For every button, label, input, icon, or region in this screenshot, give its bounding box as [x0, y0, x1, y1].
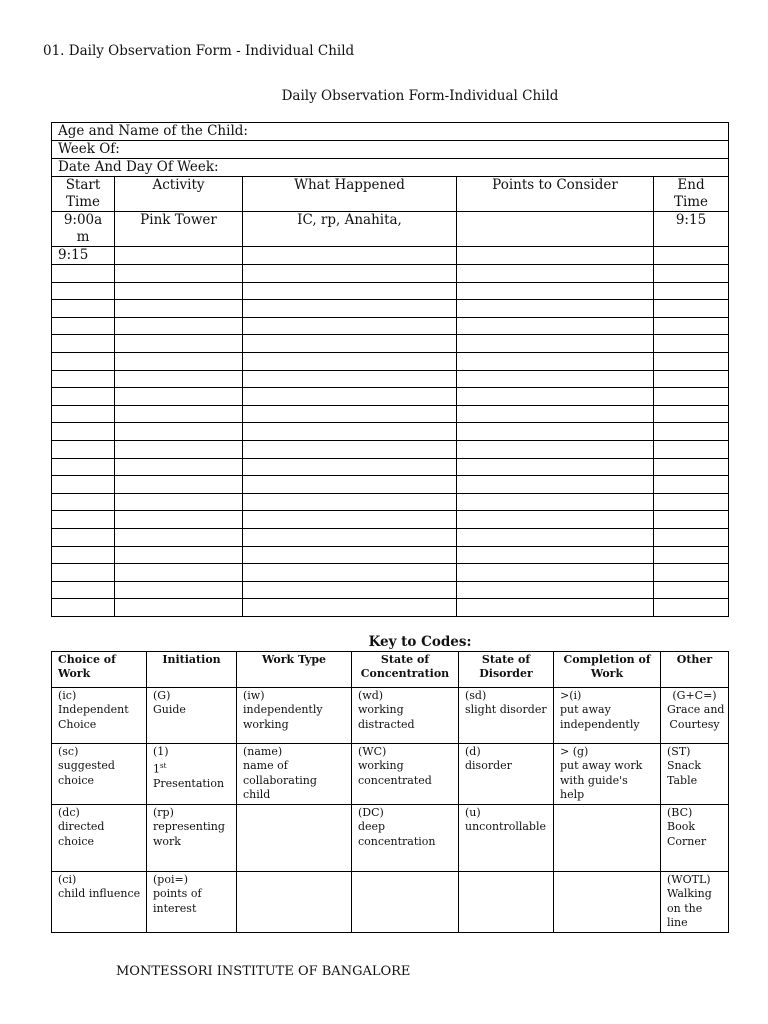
empty-cell	[457, 546, 654, 564]
code-text: (G)	[153, 689, 171, 702]
empty-cell	[457, 388, 654, 406]
empty-cell	[457, 317, 654, 335]
code-text: suggested	[58, 759, 115, 773]
key-cell-work-type	[237, 805, 352, 872]
empty-cell	[243, 528, 457, 546]
key-header-state-of-concentration: State of Concentration	[352, 652, 459, 688]
code-text: (rp)	[153, 806, 174, 820]
empty-observation-row	[52, 388, 729, 406]
empty-cell	[115, 564, 243, 582]
key-cell-state-of-concentration	[352, 744, 459, 805]
key-cell-initiation	[147, 744, 237, 805]
empty-cell	[654, 352, 729, 370]
empty-cell	[52, 458, 115, 476]
form-title: Daily Observation Form-Individual Child	[281, 88, 559, 104]
empty-cell	[115, 511, 243, 529]
empty-cell	[115, 352, 243, 370]
code-text: collaborating	[243, 773, 317, 787]
code-text: (WC)	[358, 745, 387, 758]
empty-cell	[654, 317, 729, 335]
key-header-row	[52, 652, 729, 688]
empty-cell	[52, 335, 115, 353]
empty-cell	[52, 581, 115, 599]
code-text: (u)	[465, 806, 481, 820]
empty-cell	[654, 476, 729, 494]
empty-cell	[654, 405, 729, 423]
key-row	[52, 688, 729, 744]
empty-cell	[115, 581, 243, 599]
empty-cell	[115, 476, 243, 494]
empty-observation-row	[52, 440, 729, 458]
code-text: (poi=)	[153, 873, 188, 887]
empty-cell	[457, 440, 654, 458]
empty-cell	[115, 388, 243, 406]
key-header-other: Other	[661, 652, 729, 688]
empty-cell	[52, 265, 115, 283]
date-day-field: Date And Day Of Week:	[52, 159, 729, 177]
key-cell-other	[661, 744, 729, 805]
empty-cell	[243, 335, 457, 353]
what-happened-header: What Happened	[243, 177, 457, 212]
empty-cell	[115, 599, 243, 617]
empty-cell	[52, 423, 115, 441]
points-header: Points to Consider	[457, 177, 654, 212]
empty-cell	[457, 493, 654, 511]
code-text: deep	[358, 820, 386, 834]
empty-cell	[457, 423, 654, 441]
empty-cell	[52, 546, 115, 564]
entry-end-time: 9:15	[654, 212, 729, 247]
code-text: (d)	[465, 745, 481, 758]
empty-cell	[52, 388, 115, 406]
empty-observation-row	[52, 405, 729, 423]
code-text: (ic)	[58, 689, 77, 702]
empty-observation-row	[52, 370, 729, 388]
code-text: (ci)	[58, 873, 77, 887]
code-text: (name)	[243, 745, 283, 758]
entry-activity: Pink Tower	[115, 212, 243, 247]
code-text: choice	[58, 773, 95, 787]
empty-cell	[243, 476, 457, 494]
next-start-time: 9:15	[52, 247, 115, 265]
empty-observation-row	[52, 564, 729, 582]
code-text: Corner	[667, 834, 707, 848]
empty-cell	[654, 282, 729, 300]
code-text: working	[358, 759, 404, 773]
empty-observation-row	[52, 493, 729, 511]
key-header-state-of-disorder: State of Disorder	[459, 652, 554, 688]
empty-cell	[243, 352, 457, 370]
empty-cell	[115, 405, 243, 423]
code-text: directed	[58, 820, 105, 834]
code-text: (DC)	[358, 806, 384, 820]
empty-cell	[243, 511, 457, 529]
empty-cell	[52, 476, 115, 494]
empty-cell	[654, 511, 729, 529]
empty-cell	[115, 317, 243, 335]
document-header: 01. Daily Observation Form - Individual Child	[43, 43, 355, 59]
key-header-choice-of-work: Choice of Work	[52, 652, 147, 688]
empty-observation-row	[52, 476, 729, 494]
start-time-header: Start Time	[52, 177, 115, 212]
code-text: Guide	[153, 703, 186, 717]
code-text: (wd)	[358, 689, 384, 702]
key-cell-work-type	[237, 744, 352, 805]
empty-cell	[654, 423, 729, 441]
code-text: Walking	[667, 887, 712, 901]
key-row	[52, 805, 729, 872]
code-text: (1)	[153, 745, 169, 758]
key-cell-state-of-concentration	[352, 805, 459, 872]
code-text: Courtesy	[669, 717, 720, 731]
empty-cell	[654, 265, 729, 283]
key-cell-state-of-concentration	[352, 688, 459, 744]
empty-cell	[654, 564, 729, 582]
empty-cell	[115, 440, 243, 458]
empty-cell	[457, 599, 654, 617]
code-text: with guide's	[560, 773, 628, 787]
column-header-row	[52, 177, 729, 212]
age-name-field: Age and Name of the Child:	[52, 123, 729, 141]
key-cell-other	[661, 805, 729, 872]
code-text: (ST)	[667, 745, 691, 758]
key-cell-completion-of-work	[554, 872, 661, 933]
activity-header: Activity	[115, 177, 243, 212]
empty-cell	[52, 511, 115, 529]
code-text: name of	[243, 759, 288, 773]
code-text: representing	[153, 820, 225, 834]
code-text: Snack	[667, 759, 702, 773]
key-title: Key to Codes:	[368, 634, 472, 650]
empty-cell	[115, 335, 243, 353]
empty-observation-row	[52, 528, 729, 546]
empty-cell	[115, 458, 243, 476]
key-cell-work-type	[237, 688, 352, 744]
empty-observation-row	[52, 335, 729, 353]
empty-cell	[52, 282, 115, 300]
empty-cell	[457, 458, 654, 476]
footer-institute: MONTESSORI INSTITUTE OF BANGALORE	[116, 964, 411, 979]
empty-cell	[654, 546, 729, 564]
empty-cell	[457, 300, 654, 318]
empty-cell	[654, 300, 729, 318]
code-text: Book	[667, 820, 695, 834]
key-cell-other	[661, 688, 729, 744]
code-text: help	[560, 787, 585, 801]
key-header-initiation: Initiation	[147, 652, 237, 688]
empty-cell	[243, 370, 457, 388]
code-text: (sc)	[58, 745, 79, 758]
code-text: Table	[667, 773, 698, 787]
code-text: (G+C=)	[672, 689, 717, 702]
empty-cell	[243, 265, 457, 283]
empty-cell	[243, 546, 457, 564]
empty-cell	[52, 564, 115, 582]
empty-cell	[115, 300, 243, 318]
empty-cell	[457, 476, 654, 494]
code-text: independently	[243, 703, 323, 717]
code-text: work	[153, 834, 181, 848]
empty-observation-row	[52, 581, 729, 599]
key-cell-state-of-disorder	[459, 744, 554, 805]
end-time-header: End Time	[654, 177, 729, 212]
empty-cell	[243, 300, 457, 318]
key-cell-choice-of-work	[52, 688, 147, 744]
empty-observation-row	[52, 511, 729, 529]
empty-observation-row	[52, 265, 729, 283]
code-text: 1st	[153, 762, 167, 776]
empty-cell	[654, 493, 729, 511]
empty-cell	[243, 440, 457, 458]
code-text: child influence	[58, 887, 141, 901]
empty-cell	[457, 581, 654, 599]
key-header-work-type: Work Type	[237, 652, 352, 688]
empty-cell	[457, 352, 654, 370]
key-header-completion-of-work: Completion of Work	[554, 652, 661, 688]
code-text: (dc)	[58, 806, 80, 820]
entry-points	[457, 212, 654, 247]
empty-cell	[243, 581, 457, 599]
empty-cell	[115, 370, 243, 388]
code-text: Independent	[58, 703, 129, 717]
code-text: (BC)	[667, 806, 693, 820]
empty-cell	[654, 581, 729, 599]
empty-cell	[243, 564, 457, 582]
entry-what-happened: IC, rp, Anahita,	[243, 212, 457, 247]
key-cell-work-type	[237, 872, 352, 933]
empty-observation-row	[52, 300, 729, 318]
code-text: > (g)	[560, 745, 589, 758]
empty-cell	[457, 370, 654, 388]
key-cell-initiation	[147, 688, 237, 744]
empty-cell	[243, 282, 457, 300]
empty-observation-row	[52, 599, 729, 617]
empty-cell	[243, 388, 457, 406]
code-text: uncontrollable	[465, 820, 547, 834]
key-cell-initiation	[147, 872, 237, 933]
empty-cell	[52, 317, 115, 335]
empty-cell	[52, 528, 115, 546]
empty-cell	[52, 405, 115, 423]
empty-cell	[457, 528, 654, 546]
empty-observation-row	[52, 423, 729, 441]
empty-cell	[457, 511, 654, 529]
code-text: on the	[667, 901, 703, 915]
empty-observation-row	[52, 317, 729, 335]
empty-cell	[654, 370, 729, 388]
empty-cell	[457, 564, 654, 582]
code-text: Grace and	[667, 703, 725, 717]
empty-observation-row	[52, 458, 729, 476]
empty-observation-row	[52, 352, 729, 370]
code-text: disorder	[465, 759, 512, 773]
empty-cell	[115, 265, 243, 283]
code-text: interest	[153, 901, 197, 915]
empty-cell	[457, 282, 654, 300]
week-of-field: Week Of:	[52, 141, 729, 159]
empty-cell	[115, 528, 243, 546]
code-text: concentrated	[358, 773, 432, 787]
key-cell-completion-of-work	[554, 688, 661, 744]
code-text: (WOTL)	[667, 873, 711, 887]
empty-cell	[457, 405, 654, 423]
empty-cell	[654, 440, 729, 458]
empty-cell	[243, 599, 457, 617]
key-row	[52, 872, 729, 933]
code-text: distracted	[358, 717, 415, 731]
empty-cell	[115, 546, 243, 564]
code-text: choice	[58, 834, 95, 848]
empty-cell	[52, 440, 115, 458]
empty-cell	[52, 352, 115, 370]
empty-cell	[457, 265, 654, 283]
code-text: (iw)	[243, 689, 265, 702]
empty-cell	[115, 493, 243, 511]
empty-cell	[457, 335, 654, 353]
key-cell-choice-of-work	[52, 744, 147, 805]
code-text: slight disorder	[465, 703, 547, 717]
empty-cell	[115, 282, 243, 300]
empty-cell	[654, 599, 729, 617]
key-cell-completion-of-work	[554, 744, 661, 805]
key-cell-choice-of-work	[52, 805, 147, 872]
empty-cell	[243, 458, 457, 476]
code-text: Choice	[58, 717, 97, 731]
code-text: working	[243, 717, 289, 731]
code-text: put away work	[560, 759, 643, 773]
code-text: concentration	[358, 834, 436, 848]
code-text: independently	[560, 717, 640, 731]
code-text: (sd)	[465, 689, 487, 702]
key-cell-state-of-disorder	[459, 688, 554, 744]
key-to-codes-table	[51, 651, 729, 933]
empty-cell	[243, 423, 457, 441]
key-cell-state-of-disorder	[459, 872, 554, 933]
code-text: Presentation	[153, 777, 225, 791]
empty-cell	[654, 458, 729, 476]
code-text: line	[667, 916, 688, 930]
entry-start-time: 9:00a m	[52, 212, 115, 247]
empty-observation-row	[52, 282, 729, 300]
empty-cell	[243, 405, 457, 423]
empty-cell	[52, 599, 115, 617]
key-cell-completion-of-work	[554, 805, 661, 872]
code-text: >(i)	[560, 689, 582, 702]
empty-cell	[243, 317, 457, 335]
key-cell-initiation	[147, 805, 237, 872]
key-cell-other	[661, 872, 729, 933]
key-row	[52, 744, 729, 805]
empty-observation-row	[52, 546, 729, 564]
empty-cell	[52, 493, 115, 511]
empty-cell	[52, 370, 115, 388]
code-text: points of	[153, 887, 202, 901]
key-cell-state-of-disorder	[459, 805, 554, 872]
code-text: working	[358, 703, 404, 717]
observation-entry-row-2	[52, 247, 729, 265]
key-cell-choice-of-work	[52, 872, 147, 933]
empty-cell	[243, 493, 457, 511]
code-text: child	[243, 787, 271, 801]
code-text: put away	[560, 703, 611, 717]
observation-table	[51, 122, 729, 617]
observation-entry-row	[52, 212, 729, 247]
key-cell-state-of-concentration	[352, 872, 459, 933]
empty-cell	[52, 300, 115, 318]
empty-cell	[654, 528, 729, 546]
empty-cell	[115, 423, 243, 441]
empty-cell	[654, 388, 729, 406]
empty-cell	[654, 335, 729, 353]
